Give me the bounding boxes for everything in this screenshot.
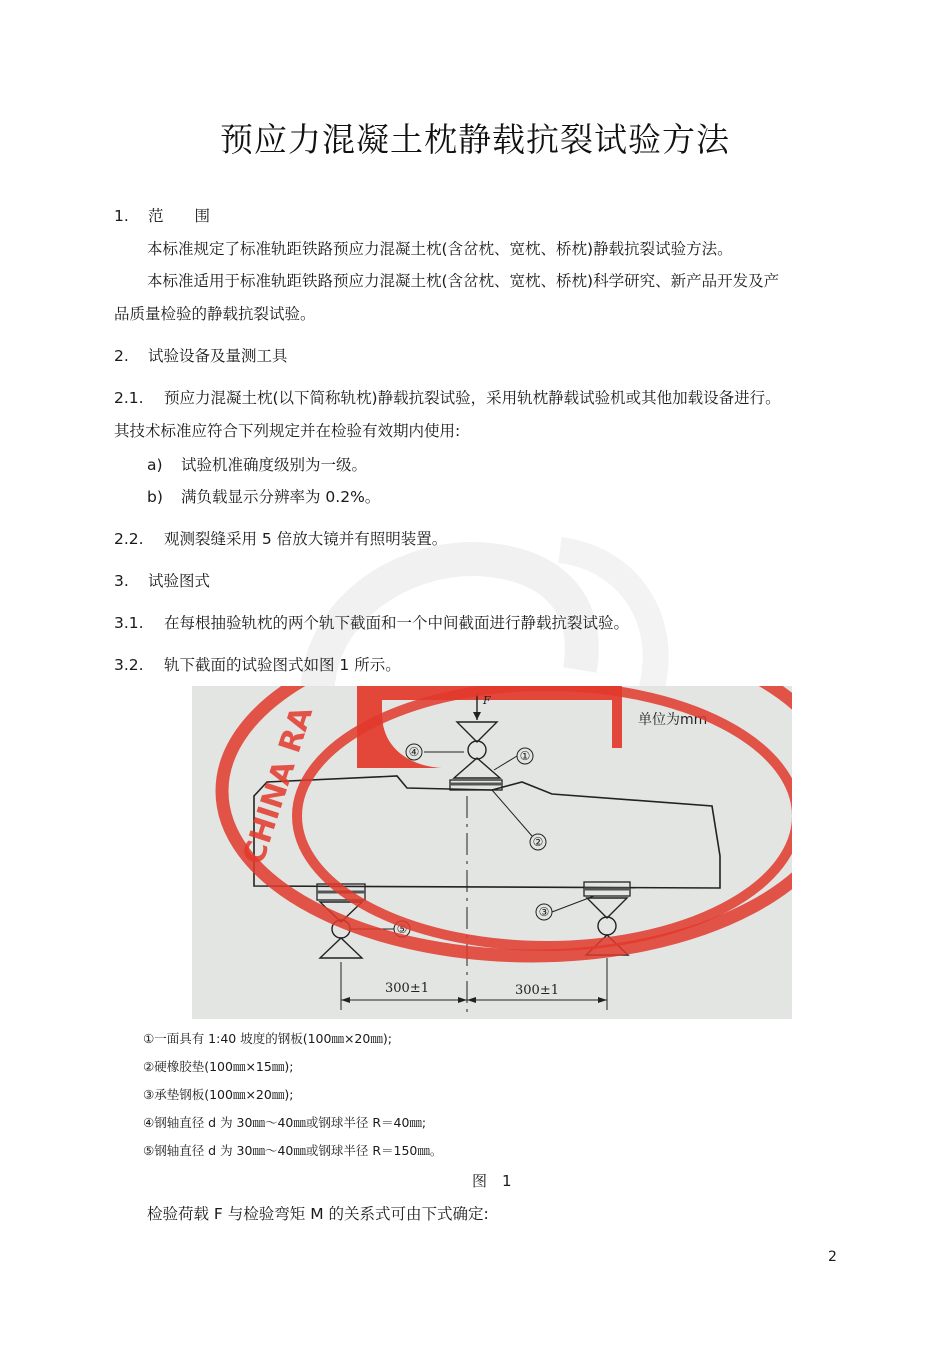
dim-arrow <box>598 997 607 1003</box>
clause-continued: 其技术标准应符合下列规定并在检验有效期内使用: <box>114 422 461 440</box>
page-number: 2 <box>828 1249 837 1265</box>
section-3-heading <box>114 571 210 591</box>
section-title: 范 围 <box>148 207 211 225</box>
paragraph: 本标准规定了标准轨距铁路预应力混凝土枕(含岔枕、宽枕、桥枕)静载抗裂试验方法。 <box>147 240 733 258</box>
leader-line-1 <box>494 756 517 770</box>
left-base-wedge <box>320 938 362 958</box>
leader-line-2 <box>492 790 532 836</box>
top-wedge <box>457 722 497 742</box>
leader-line-3 <box>552 896 594 912</box>
right-wedge <box>587 898 627 918</box>
figure-1-test-diagram <box>192 686 792 1019</box>
dim-arrow <box>467 997 476 1003</box>
clause-3-1 <box>114 613 629 633</box>
section-number: 2. <box>114 347 129 365</box>
marker-1: ① <box>519 749 531 763</box>
figure-caption: 图 1 <box>472 1172 512 1190</box>
document-title: 预应力混凝土枕静载抗裂试验方法 <box>220 120 730 159</box>
section-number: 3. <box>114 572 129 590</box>
list-text: 试验机准确度级别为一级。 <box>181 456 368 474</box>
legend-item-3: ③承垫钢板(100㎜×20㎜); <box>143 1087 294 1102</box>
clause-number: 3.2. <box>114 656 144 674</box>
section-number: 1. <box>114 207 129 225</box>
legend-item-5: ⑤钢轴直径 d 为 30㎜～40㎜或钢球半径 R＝150㎜。 <box>143 1143 443 1158</box>
section-2-heading <box>114 346 288 366</box>
top-steel-ball <box>468 741 486 759</box>
load-label: F <box>483 694 491 707</box>
clause-text: 预应力混凝土枕(以下简称轨枕)静载抗裂试验，采用轨枕静载试验机或其他加载设备进行。 <box>164 389 781 407</box>
clause-2-2 <box>114 529 447 549</box>
paragraph-continued: 品质量检验的静载抗裂试验。 <box>114 305 316 323</box>
clause-number: 2.2. <box>114 530 144 548</box>
dim-arrow <box>458 997 467 1003</box>
dim-arrow <box>341 997 350 1003</box>
marker-3: ③ <box>538 905 550 919</box>
legend-item-2: ②硬橡胶垫(100㎜×15㎜); <box>143 1059 294 1074</box>
marker-5: ⑤ <box>396 922 408 936</box>
clause-text: 观测裂缝采用 5 倍放大镜并有照明装置。 <box>164 530 448 548</box>
list-label: b) <box>147 488 163 506</box>
clause-number: 3.1. <box>114 614 144 632</box>
clause-2-1 <box>114 388 781 408</box>
section-1-heading <box>114 206 210 226</box>
clause-text: 轨下截面的试验图式如图 1 所示。 <box>164 656 401 674</box>
load-arrowhead <box>473 712 481 720</box>
dim-label-left: 300±1 <box>385 981 429 996</box>
stamp-text: CHINA RA <box>236 702 321 869</box>
unit-label: 单位为mm <box>638 712 708 728</box>
dim-label-right: 300±1 <box>515 983 559 998</box>
clause-3-2 <box>114 655 401 675</box>
right-steel-shaft <box>598 917 616 935</box>
list-label: a) <box>147 456 163 474</box>
list-item-a <box>147 455 367 475</box>
legend-item-4: ④钢轴直径 d 为 30㎜～40㎜或钢球半径 R＝40㎜; <box>143 1115 427 1130</box>
top-lower-wedge <box>454 758 500 778</box>
list-item-b <box>147 487 380 507</box>
section-title: 试验设备及量测工具 <box>148 347 288 365</box>
list-text: 满负载显示分辨率为 0.2%。 <box>181 488 381 506</box>
legend-item-1: ①一面具有 1:40 坡度的钢板(100㎜×20㎜); <box>143 1031 392 1046</box>
section-title: 试验图式 <box>148 572 211 590</box>
figure-drawing <box>192 686 792 1019</box>
marker-2: ② <box>532 835 544 849</box>
closing-paragraph: 检验荷载 F 与检验弯矩 M 的关系式可由下式确定: <box>147 1205 489 1223</box>
paragraph: 本标准适用于标准轨距铁路预应力混凝土枕(含岔枕、宽枕、桥枕)科学研究、新产品开发及产 <box>147 272 780 290</box>
clause-number: 2.1. <box>114 389 144 407</box>
marker-4: ④ <box>408 745 420 759</box>
clause-text: 在每根抽验轨枕的两个轨下截面和一个中间截面进行静载抗裂试验。 <box>164 614 630 632</box>
